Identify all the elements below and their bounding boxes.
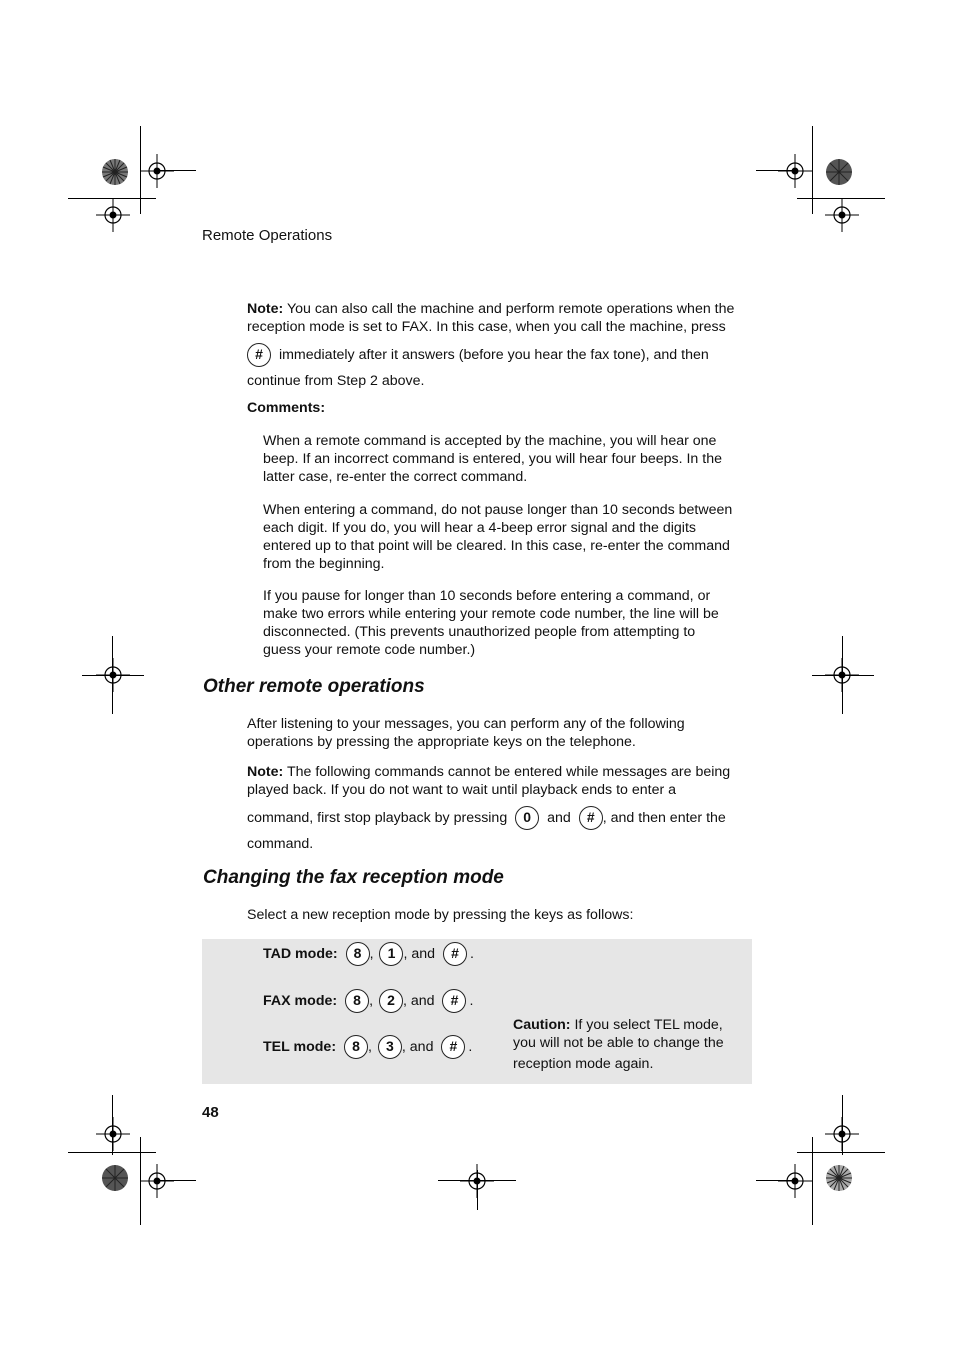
comment-line: disconnected. (This prevents unauthorized people from attempting to bbox=[263, 624, 696, 640]
separator: , bbox=[368, 1038, 372, 1055]
comments-paragraph bbox=[263, 587, 753, 659]
intro-line: After listening to your messages, you can perform any of the following bbox=[247, 716, 685, 732]
crosshair-icon bbox=[778, 154, 812, 188]
two-key-icon: 2 bbox=[379, 989, 403, 1013]
comment-line: When entering a command, do not pause longer than 10 seconds between bbox=[263, 502, 733, 518]
caution-note bbox=[513, 1016, 743, 1073]
running-header: Remote Operations bbox=[202, 227, 333, 244]
note-text: continue from Step 2 above. bbox=[247, 373, 425, 389]
comment-line: guess your remote code number.) bbox=[263, 642, 476, 658]
mode-label: FAX mode: bbox=[263, 992, 338, 1009]
intro-line: operations by pressing the appropriate keys on the telephone. bbox=[247, 734, 636, 750]
zero-key-icon: 0 bbox=[515, 806, 539, 830]
comment-line: from the beginning. bbox=[263, 556, 385, 572]
separator: , and bbox=[402, 992, 435, 1009]
comment-line: If you pause for longer than 10 seconds before entering a command, or bbox=[263, 588, 711, 604]
note-label: Note: bbox=[247, 764, 284, 780]
hash-key-icon: # bbox=[247, 343, 271, 367]
mode-row-tad bbox=[263, 942, 474, 966]
starburst-target-icon bbox=[101, 1164, 129, 1192]
separator: . bbox=[468, 1038, 473, 1055]
separator: , and bbox=[403, 945, 436, 962]
section-heading: Other remote operations bbox=[203, 676, 425, 697]
mode-label: TEL mode: bbox=[263, 1038, 337, 1055]
eight-key-icon: 8 bbox=[344, 1035, 368, 1059]
one-key-icon: 1 bbox=[379, 942, 403, 966]
note-paragraph bbox=[247, 763, 747, 853]
eight-key-icon: 8 bbox=[345, 989, 369, 1013]
note-paragraph bbox=[247, 300, 747, 390]
mode-label: TAD mode: bbox=[263, 945, 338, 962]
note-label: Note: bbox=[247, 301, 284, 317]
crosshair-icon bbox=[140, 1164, 174, 1198]
comments-paragraph bbox=[263, 501, 753, 573]
page-number: 48 bbox=[202, 1104, 219, 1121]
comments-paragraph bbox=[263, 432, 753, 486]
separator: , bbox=[369, 992, 374, 1009]
comment-line: latter case, re-enter the correct command. bbox=[263, 469, 528, 485]
comment-line: each digit. If you do, you will hear a 4-beep error signal and the digits bbox=[263, 520, 696, 536]
note-text: , and then enter the bbox=[602, 809, 726, 826]
hash-key-icon: # bbox=[442, 989, 466, 1013]
comment-line: When a remote command is accepted by the machine, you will hear one bbox=[263, 433, 717, 449]
intro-paragraph bbox=[247, 715, 747, 751]
note-text: command. bbox=[247, 836, 314, 852]
note-text: command, first stop playback by pressing bbox=[247, 809, 508, 826]
crosshair-icon bbox=[778, 1164, 812, 1198]
crosshair-icon bbox=[140, 154, 174, 188]
note-text: and bbox=[547, 809, 571, 826]
comment-line: entered up to that point will be cleared. In this case, re-enter the command bbox=[263, 538, 730, 554]
caution-label: Caution: bbox=[513, 1017, 571, 1033]
three-key-icon: 3 bbox=[378, 1035, 402, 1059]
crosshair-icon bbox=[825, 198, 859, 232]
mode-row-fax bbox=[263, 989, 473, 1013]
intro-paragraph: Select a new reception mode by pressing the keys as follows: bbox=[247, 907, 634, 923]
note-text: reception mode is set to FAX. In this case, when you call the machine, press bbox=[247, 319, 726, 335]
crosshair-icon bbox=[96, 198, 130, 232]
separator: . bbox=[469, 945, 474, 962]
separator: . bbox=[469, 992, 474, 1009]
hash-key-icon: # bbox=[579, 806, 603, 830]
comment-line: beep. If an incorrect command is entered, you will hear four beeps. In the bbox=[263, 451, 722, 467]
eight-key-icon: 8 bbox=[346, 942, 370, 966]
separator: , and bbox=[401, 1038, 434, 1055]
note-text: You can also call the machine and perform remote operations when the bbox=[286, 301, 735, 317]
crosshair-icon bbox=[96, 1117, 130, 1151]
caution-text: reception mode again. bbox=[513, 1056, 654, 1072]
mode-row-tel bbox=[263, 1035, 472, 1059]
starburst-target-icon bbox=[825, 158, 853, 186]
note-text: The following commands cannot be entered while messages are being bbox=[286, 764, 731, 780]
separator: , bbox=[369, 945, 374, 962]
starburst-target-icon bbox=[825, 1164, 853, 1192]
comments-label: Comments: bbox=[247, 400, 326, 416]
hash-key-icon: # bbox=[443, 942, 467, 966]
comment-line: make two errors while entering your remote code number, the line will be bbox=[263, 606, 719, 622]
hash-key-icon: # bbox=[441, 1035, 465, 1059]
caution-text: you will not be able to change the bbox=[513, 1035, 724, 1051]
note-text: immediately after it answers (before you hear the fax tone), and then bbox=[278, 346, 709, 363]
caution-text: If you select TEL mode, bbox=[574, 1017, 723, 1033]
starburst-target-icon bbox=[101, 158, 129, 186]
section-heading: Changing the fax reception mode bbox=[203, 867, 504, 888]
note-text: played back. If you do not want to wait until playback ends to enter a bbox=[247, 782, 677, 798]
